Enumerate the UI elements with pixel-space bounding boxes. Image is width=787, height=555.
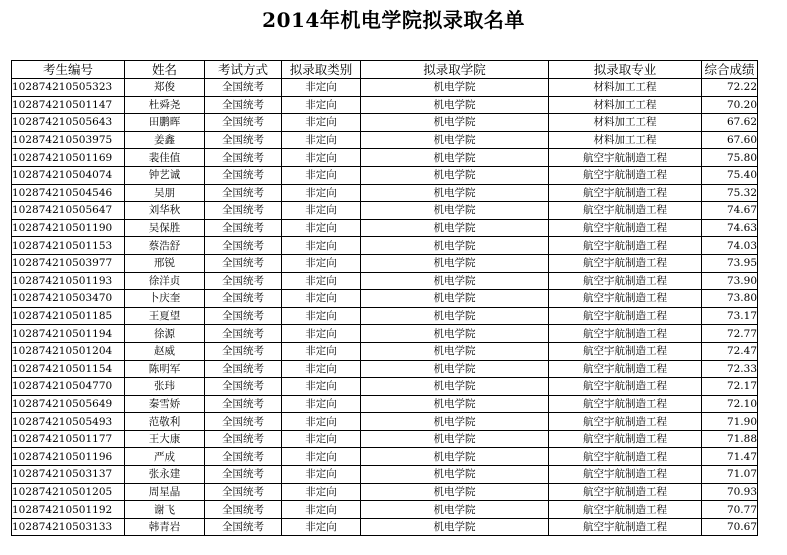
cell-exam-method: 全国统考 xyxy=(205,483,282,501)
cell-exam-method: 全国统考 xyxy=(205,202,282,220)
cell-admission-category: 非定向 xyxy=(282,219,361,237)
cell-admission-major: 航空宇航制造工程 xyxy=(549,272,702,290)
cell-exam-method: 全国统考 xyxy=(205,114,282,132)
cell-admission-school: 机电学院 xyxy=(361,466,549,484)
cell-admission-school: 机电学院 xyxy=(361,202,549,220)
cell-admission-category: 非定向 xyxy=(282,166,361,184)
cell-total-score: 73.80 xyxy=(702,290,758,308)
cell-admission-category: 非定向 xyxy=(282,202,361,220)
cell-name: 周星晶 xyxy=(125,483,205,501)
table-row xyxy=(12,272,758,290)
cell-exam-id: 102874210501154 xyxy=(12,360,125,378)
table-row xyxy=(12,131,758,149)
cell-admission-school: 机电学院 xyxy=(361,378,549,396)
cell-admission-major: 材料加工工程 xyxy=(549,131,702,149)
cell-exam-id: 102874210504074 xyxy=(12,166,125,184)
cell-name: 邢锐 xyxy=(125,254,205,272)
page-title: 2014年机电学院拟录取名单 xyxy=(262,8,525,32)
cell-total-score: 74.03 xyxy=(702,237,758,255)
cell-admission-school: 机电学院 xyxy=(361,448,549,466)
cell-admission-school: 机电学院 xyxy=(361,114,549,132)
table-row xyxy=(12,466,758,484)
cell-admission-school: 机电学院 xyxy=(361,413,549,431)
header-admission-category: 拟录取类别 xyxy=(282,61,361,79)
cell-admission-school: 机电学院 xyxy=(361,131,549,149)
cell-admission-school: 机电学院 xyxy=(361,290,549,308)
table-row xyxy=(12,518,758,536)
cell-admission-school: 机电学院 xyxy=(361,254,549,272)
cell-name: 张永建 xyxy=(125,466,205,484)
cell-admission-school: 机电学院 xyxy=(361,237,549,255)
cell-admission-major: 航空宇航制造工程 xyxy=(549,184,702,202)
cell-exam-id: 102874210501177 xyxy=(12,430,125,448)
cell-exam-method: 全国统考 xyxy=(205,290,282,308)
cell-admission-category: 非定向 xyxy=(282,378,361,396)
table-row xyxy=(12,430,758,448)
table-row xyxy=(12,79,758,97)
cell-exam-method: 全国统考 xyxy=(205,360,282,378)
cell-admission-category: 非定向 xyxy=(282,237,361,255)
cell-total-score: 72.47 xyxy=(702,342,758,360)
cell-exam-method: 全国统考 xyxy=(205,501,282,519)
cell-exam-method: 全国统考 xyxy=(205,254,282,272)
cell-exam-method: 全国统考 xyxy=(205,184,282,202)
cell-exam-id: 102874210503137 xyxy=(12,466,125,484)
cell-admission-major: 航空宇航制造工程 xyxy=(549,254,702,272)
cell-exam-id: 102874210505649 xyxy=(12,395,125,413)
cell-name: 赵威 xyxy=(125,342,205,360)
table-row xyxy=(12,448,758,466)
cell-name: 谢飞 xyxy=(125,501,205,519)
cell-admission-category: 非定向 xyxy=(282,342,361,360)
cell-admission-category: 非定向 xyxy=(282,360,361,378)
table-row xyxy=(12,202,758,220)
table-row xyxy=(12,483,758,501)
cell-total-score: 73.95 xyxy=(702,254,758,272)
admission-table xyxy=(11,60,758,536)
cell-admission-major: 航空宇航制造工程 xyxy=(549,413,702,431)
cell-exam-id: 102874210505323 xyxy=(12,79,125,97)
cell-exam-id: 102874210501194 xyxy=(12,325,125,343)
cell-admission-school: 机电学院 xyxy=(361,96,549,114)
table-row xyxy=(12,166,758,184)
cell-admission-school: 机电学院 xyxy=(361,184,549,202)
cell-admission-major: 航空宇航制造工程 xyxy=(549,290,702,308)
table-row xyxy=(12,395,758,413)
cell-total-score: 75.32 xyxy=(702,184,758,202)
cell-exam-method: 全国统考 xyxy=(205,149,282,167)
header-exam-method: 考试方式 xyxy=(205,61,282,79)
cell-total-score: 70.67 xyxy=(702,518,758,536)
table-row xyxy=(12,114,758,132)
cell-total-score: 74.67 xyxy=(702,202,758,220)
cell-admission-major: 航空宇航制造工程 xyxy=(549,166,702,184)
cell-admission-category: 非定向 xyxy=(282,184,361,202)
table-row xyxy=(12,149,758,167)
cell-admission-major: 航空宇航制造工程 xyxy=(549,237,702,255)
cell-admission-school: 机电学院 xyxy=(361,307,549,325)
cell-exam-id: 102874210501147 xyxy=(12,96,125,114)
cell-total-score: 72.17 xyxy=(702,378,758,396)
cell-admission-major: 材料加工工程 xyxy=(549,96,702,114)
table-header-row xyxy=(12,61,758,79)
cell-exam-id: 102874210503470 xyxy=(12,290,125,308)
cell-exam-method: 全国统考 xyxy=(205,466,282,484)
cell-admission-category: 非定向 xyxy=(282,307,361,325)
cell-admission-major: 航空宇航制造工程 xyxy=(549,202,702,220)
cell-exam-id: 102874210501204 xyxy=(12,342,125,360)
cell-exam-id: 102874210504546 xyxy=(12,184,125,202)
cell-exam-method: 全国统考 xyxy=(205,307,282,325)
cell-total-score: 70.77 xyxy=(702,501,758,519)
cell-admission-category: 非定向 xyxy=(282,483,361,501)
cell-total-score: 72.33 xyxy=(702,360,758,378)
cell-name: 陈明军 xyxy=(125,360,205,378)
cell-admission-school: 机电学院 xyxy=(361,483,549,501)
cell-admission-school: 机电学院 xyxy=(361,325,549,343)
cell-exam-method: 全国统考 xyxy=(205,448,282,466)
cell-admission-major: 航空宇航制造工程 xyxy=(549,342,702,360)
cell-total-score: 73.90 xyxy=(702,272,758,290)
cell-exam-method: 全国统考 xyxy=(205,131,282,149)
cell-exam-id: 102874210501193 xyxy=(12,272,125,290)
cell-admission-category: 非定向 xyxy=(282,413,361,431)
cell-name: 姜鑫 xyxy=(125,131,205,149)
cell-admission-category: 非定向 xyxy=(282,254,361,272)
cell-admission-school: 机电学院 xyxy=(361,342,549,360)
table-row xyxy=(12,360,758,378)
cell-admission-major: 航空宇航制造工程 xyxy=(549,466,702,484)
cell-total-score: 75.40 xyxy=(702,166,758,184)
cell-admission-major: 航空宇航制造工程 xyxy=(549,448,702,466)
cell-total-score: 72.77 xyxy=(702,325,758,343)
cell-exam-id: 102874210503133 xyxy=(12,518,125,536)
cell-total-score: 70.20 xyxy=(702,96,758,114)
cell-admission-school: 机电学院 xyxy=(361,360,549,378)
cell-exam-id: 102874210505647 xyxy=(12,202,125,220)
cell-total-score: 71.07 xyxy=(702,466,758,484)
cell-name: 张玮 xyxy=(125,378,205,396)
cell-total-score: 71.90 xyxy=(702,413,758,431)
cell-name: 吴保胜 xyxy=(125,219,205,237)
cell-admission-category: 非定向 xyxy=(282,466,361,484)
cell-admission-school: 机电学院 xyxy=(361,149,549,167)
cell-admission-major: 航空宇航制造工程 xyxy=(549,149,702,167)
cell-exam-method: 全国统考 xyxy=(205,430,282,448)
cell-total-score: 71.88 xyxy=(702,430,758,448)
cell-exam-id: 102874210501185 xyxy=(12,307,125,325)
cell-name: 王大康 xyxy=(125,430,205,448)
cell-exam-method: 全国统考 xyxy=(205,79,282,97)
cell-exam-id: 102874210501196 xyxy=(12,448,125,466)
cell-admission-major: 航空宇航制造工程 xyxy=(549,430,702,448)
table-row xyxy=(12,378,758,396)
cell-name: 王夏望 xyxy=(125,307,205,325)
cell-exam-method: 全国统考 xyxy=(205,166,282,184)
cell-exam-method: 全国统考 xyxy=(205,518,282,536)
cell-total-score: 71.47 xyxy=(702,448,758,466)
cell-name: 秦雪娇 xyxy=(125,395,205,413)
table-row xyxy=(12,325,758,343)
cell-total-score: 70.93 xyxy=(702,483,758,501)
cell-exam-method: 全国统考 xyxy=(205,325,282,343)
cell-exam-id: 102874210501192 xyxy=(12,501,125,519)
cell-name: 裴佳值 xyxy=(125,149,205,167)
cell-name: 卜庆奎 xyxy=(125,290,205,308)
cell-total-score: 72.10 xyxy=(702,395,758,413)
header-total-score: 综合成绩 xyxy=(702,61,758,79)
table-row xyxy=(12,184,758,202)
table-row xyxy=(12,307,758,325)
cell-admission-major: 航空宇航制造工程 xyxy=(549,518,702,536)
cell-admission-category: 非定向 xyxy=(282,149,361,167)
cell-name: 范敬利 xyxy=(125,413,205,431)
cell-admission-category: 非定向 xyxy=(282,96,361,114)
cell-admission-major: 航空宇航制造工程 xyxy=(549,360,702,378)
cell-admission-school: 机电学院 xyxy=(361,219,549,237)
cell-exam-method: 全国统考 xyxy=(205,219,282,237)
cell-name: 郑俊 xyxy=(125,79,205,97)
cell-total-score: 72.22 xyxy=(702,79,758,97)
cell-admission-school: 机电学院 xyxy=(361,272,549,290)
cell-exam-method: 全国统考 xyxy=(205,237,282,255)
cell-admission-category: 非定向 xyxy=(282,430,361,448)
cell-admission-category: 非定向 xyxy=(282,518,361,536)
cell-admission-major: 材料加工工程 xyxy=(549,114,702,132)
cell-admission-category: 非定向 xyxy=(282,395,361,413)
cell-exam-id: 102874210503977 xyxy=(12,254,125,272)
cell-name: 蔡浩舒 xyxy=(125,237,205,255)
cell-exam-method: 全国统考 xyxy=(205,272,282,290)
cell-exam-id: 102874210505643 xyxy=(12,114,125,132)
cell-admission-major: 航空宇航制造工程 xyxy=(549,325,702,343)
cell-total-score: 73.17 xyxy=(702,307,758,325)
cell-admission-category: 非定向 xyxy=(282,448,361,466)
cell-admission-school: 机电学院 xyxy=(361,79,549,97)
cell-admission-category: 非定向 xyxy=(282,114,361,132)
cell-admission-major: 航空宇航制造工程 xyxy=(549,483,702,501)
cell-name: 田鹏晖 xyxy=(125,114,205,132)
cell-admission-school: 机电学院 xyxy=(361,518,549,536)
cell-admission-school: 机电学院 xyxy=(361,501,549,519)
cell-exam-id: 102874210501205 xyxy=(12,483,125,501)
cell-total-score: 75.80 xyxy=(702,149,758,167)
table-row xyxy=(12,342,758,360)
cell-admission-major: 航空宇航制造工程 xyxy=(549,501,702,519)
cell-admission-category: 非定向 xyxy=(282,272,361,290)
cell-admission-school: 机电学院 xyxy=(361,395,549,413)
cell-admission-major: 航空宇航制造工程 xyxy=(549,378,702,396)
cell-admission-school: 机电学院 xyxy=(361,430,549,448)
cell-name: 杜舜尧 xyxy=(125,96,205,114)
cell-name: 钟艺诚 xyxy=(125,166,205,184)
table-row xyxy=(12,413,758,431)
table-row xyxy=(12,96,758,114)
cell-name: 韩青岩 xyxy=(125,518,205,536)
cell-exam-method: 全国统考 xyxy=(205,413,282,431)
table-row xyxy=(12,254,758,272)
cell-exam-method: 全国统考 xyxy=(205,378,282,396)
cell-name: 吴朋 xyxy=(125,184,205,202)
cell-exam-id: 102874210501169 xyxy=(12,149,125,167)
header-admission-school: 拟录取学院 xyxy=(361,61,549,79)
cell-name: 严成 xyxy=(125,448,205,466)
cell-total-score: 67.62 xyxy=(702,114,758,132)
cell-exam-id: 102874210501190 xyxy=(12,219,125,237)
header-exam-id: 考生编号 xyxy=(12,61,125,79)
cell-admission-category: 非定向 xyxy=(282,131,361,149)
table-row xyxy=(12,219,758,237)
cell-admission-major: 材料加工工程 xyxy=(549,79,702,97)
table-row xyxy=(12,501,758,519)
cell-exam-method: 全国统考 xyxy=(205,342,282,360)
header-name: 姓名 xyxy=(125,61,205,79)
cell-admission-category: 非定向 xyxy=(282,79,361,97)
cell-total-score: 67.60 xyxy=(702,131,758,149)
cell-exam-id: 102874210501153 xyxy=(12,237,125,255)
cell-name: 徐源 xyxy=(125,325,205,343)
cell-admission-category: 非定向 xyxy=(282,290,361,308)
cell-exam-id: 102874210503975 xyxy=(12,131,125,149)
cell-admission-major: 航空宇航制造工程 xyxy=(549,395,702,413)
table-row xyxy=(12,290,758,308)
cell-admission-major: 航空宇航制造工程 xyxy=(549,219,702,237)
cell-exam-method: 全国统考 xyxy=(205,395,282,413)
cell-admission-category: 非定向 xyxy=(282,501,361,519)
cell-exam-method: 全国统考 xyxy=(205,96,282,114)
cell-admission-category: 非定向 xyxy=(282,325,361,343)
table-row xyxy=(12,237,758,255)
cell-name: 徐洋贞 xyxy=(125,272,205,290)
cell-exam-id: 102874210504770 xyxy=(12,378,125,396)
cell-admission-major: 航空宇航制造工程 xyxy=(549,307,702,325)
cell-name: 刘华秋 xyxy=(125,202,205,220)
cell-exam-id: 102874210505493 xyxy=(12,413,125,431)
header-admission-major: 拟录取专业 xyxy=(549,61,702,79)
cell-admission-school: 机电学院 xyxy=(361,166,549,184)
cell-total-score: 74.63 xyxy=(702,219,758,237)
